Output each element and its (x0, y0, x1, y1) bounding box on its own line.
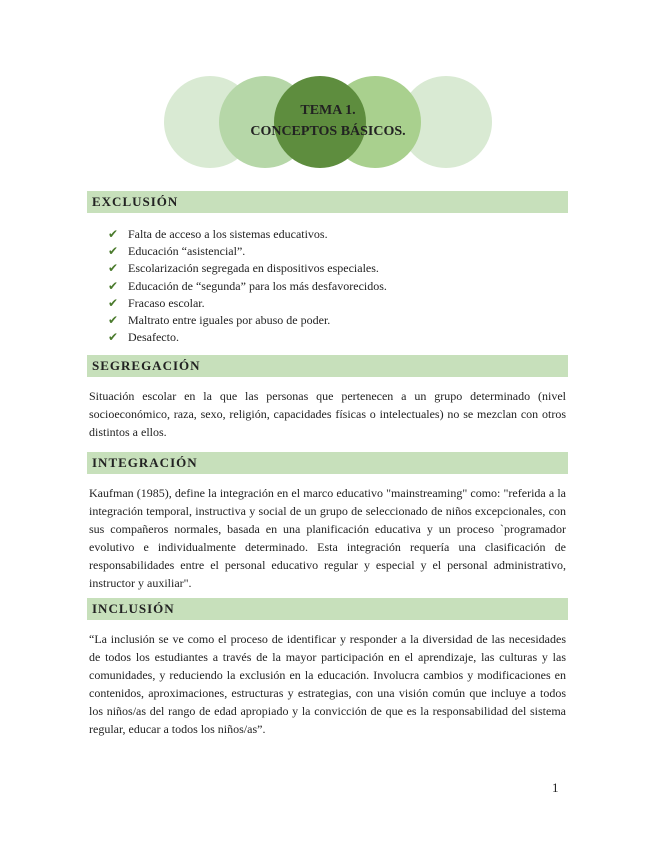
check-icon: ✔ (108, 261, 119, 276)
list-item-text: Falta de acceso a los sistemas educativos. (128, 227, 328, 241)
check-icon: ✔ (108, 330, 119, 345)
list-item-text: Desafecto. (128, 330, 179, 345)
section-heading-exclusion: EXCLUSIÓN (87, 191, 568, 213)
page-number: 1 (552, 780, 559, 795)
title-line-1: TEMA 1. (300, 103, 356, 118)
list-item-text: Fracaso escolar. (128, 295, 205, 310)
list-item-text: Educación “asistencial”. (128, 244, 246, 259)
list-item (108, 226, 387, 243)
check-icon: ✔ (108, 227, 119, 241)
list-item (108, 243, 387, 260)
list-item-text: Maltrato entre iguales por abuso de poder. (128, 313, 331, 328)
check-icon: ✔ (108, 313, 119, 328)
section-heading-integracion: INTEGRACIÓN (87, 452, 568, 474)
check-icon: ✔ (108, 295, 119, 310)
section-heading-segregacion: SEGREGACIÓN (87, 355, 568, 377)
section-heading-inclusion: INCLUSIÓN (87, 598, 568, 620)
list-item (108, 329, 387, 346)
segregacion-paragraph: Situación escolar en la que las personas que pertenecen a un grupo determinado (nivel socioeconómico, raza, sexo, religión, capacidades físicas o intelectuales) no se mezclan con otros distintos a ellos. (89, 389, 566, 439)
page-title (164, 100, 492, 142)
title-line-2: CONCEPTOS BÁSICOS. (250, 124, 406, 139)
exclusion-list (108, 226, 387, 346)
list-item-text: Escolarización segregada en dispositivos especiales. (128, 261, 379, 276)
inclusion-paragraph: “La inclusión se ve como el proceso de identificar y responder a la diversidad de las necesidades de todos los estudiantes a través de la mayor participación en el aprendizaje, las culturas y las comunidades, y reduciendo la exclusión en la educación. Involucra cambios y modificaciones en contenidos, aproximaciones, estructuras y estrategias, con una visión común que incluye a todos los niños/as del rango de edad apropiado y la convicción de que es la responsabilidad del sistema regular, educar a todos los niños/as”. (89, 632, 566, 736)
list-item (108, 260, 387, 277)
list-item (108, 295, 387, 312)
list-item (108, 312, 387, 329)
check-icon: ✔ (108, 278, 119, 293)
list-item (108, 278, 387, 295)
integracion-paragraph: Kaufman (1985), define la integración en el marco educativo "mainstreaming" como: "referida a la integración temporal, instructiva y social de un grupo de seleccionado de niños excepcionales, con sus compañeros normales, basada en una planificación educativa y un proceso `programador evolutivo e individualmente determinado. Esta integración requería una clasificación de responsabilidades entre el personal educativo regular y especial y el personal administrativo, instructor y auxiliar". (89, 486, 566, 590)
list-item-text: Educación de “segunda” para los más desfavorecidos. (128, 278, 387, 293)
check-icon: ✔ (108, 244, 119, 259)
